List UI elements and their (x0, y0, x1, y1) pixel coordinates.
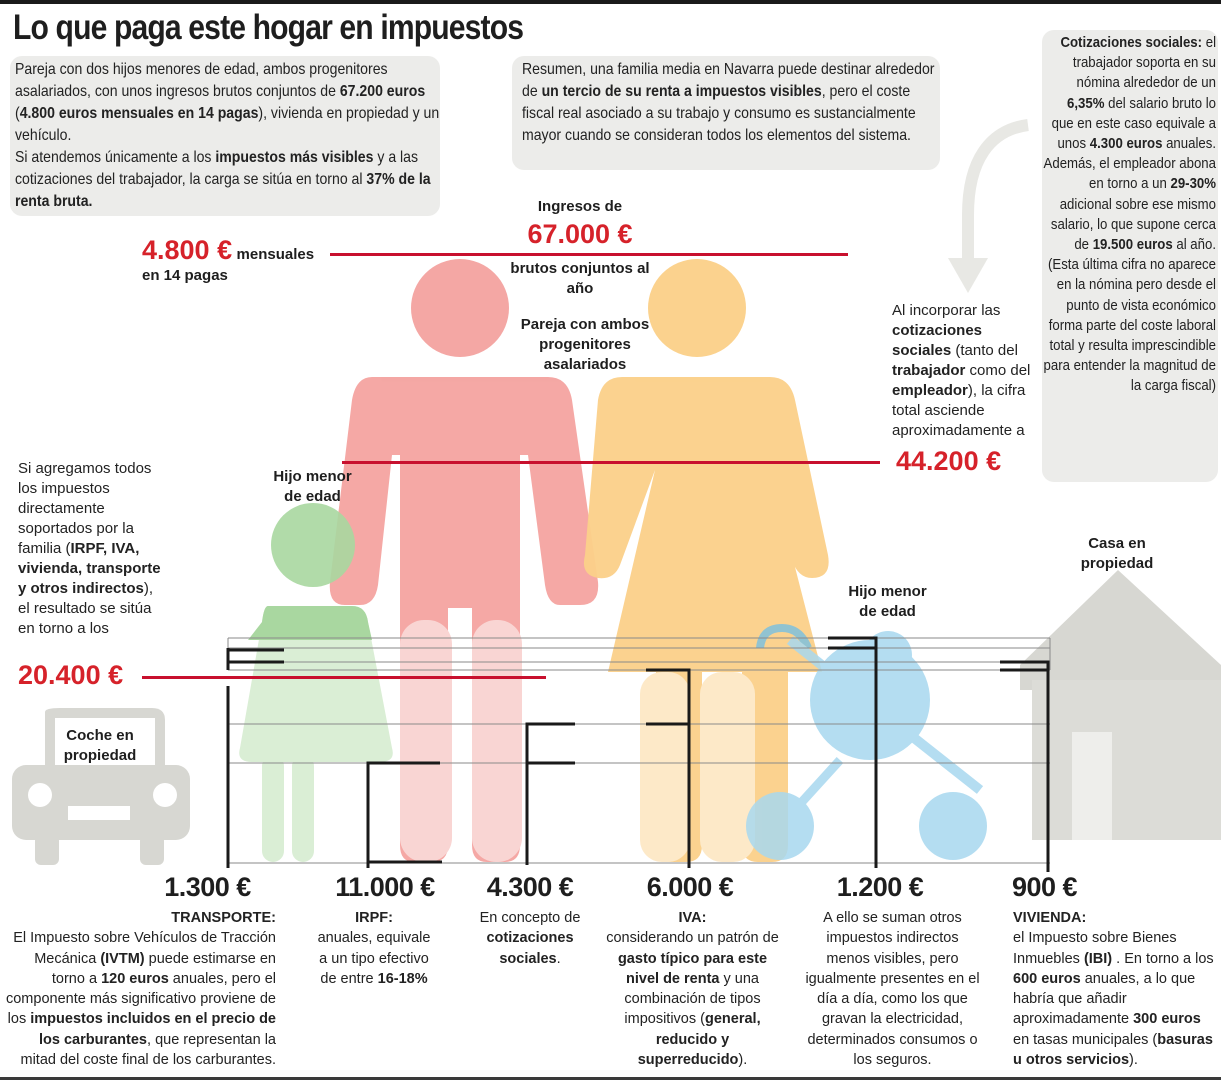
desc-transporte: TRANSPORTE: El Impuesto sobre Vehículos de Tracción Mecánica (IVTM) puede estimarse en torno a 120 euros anuales, pero el componente más significativo proviene de los impuestos incluidos en el precio de los carburantes, que representan la mitad del coste final de los carburantes. (5, 910, 276, 1069)
desc-otros: A ello se suman otros impuestos indirectos menos visibles, pero igualmente presentes en el día a día, como los que gravan la electricidad, determinados consumos o los seguros. (805, 910, 980, 1069)
income-label-bottom: brutos conjuntos al año (510, 260, 650, 297)
amount-irpf: 11.000 € (335, 872, 435, 902)
social-total-amount: 44.200 € (896, 446, 1002, 476)
monthly-group (142, 235, 314, 266)
desc-cotizaciones: En concepto de cotizaciones sociales. (479, 910, 581, 967)
monthly-sub: en 14 pagas (142, 267, 228, 284)
house-figure (1020, 570, 1221, 840)
amount-otros: 1.200 € (836, 872, 924, 902)
child2-label: Hijo menor de edad (848, 583, 927, 620)
house-label: Casa en propiedad (1080, 535, 1154, 572)
page-title: Lo que paga este hogar en impuestos (13, 8, 524, 47)
amount-vivienda: 900 € (1012, 872, 1078, 902)
income-line (330, 253, 848, 256)
amount-cotizaciones: 4.300 € (486, 872, 574, 902)
income-label-top: Ingresos de (537, 198, 623, 215)
social-total-text: Al incorporar las cotizaciones sociales (tanto del trabajador como del empleador), la cifra total asciende aproximadamente a (892, 302, 1031, 439)
monthly-amount: 4.800 € (142, 235, 233, 265)
desc-vivienda: VIVIENDA: el Impuesto sobre Bienes Inmuebles (IBI) . En torno a los 600 euros anuales, a lo que habría que añadir aproximadamente 300 euros en tasas municipales (basuras u otros servicios). (1013, 910, 1214, 1069)
desc-iva: IVA: considerando un patrón de gasto típico para este nivel de renta y una combinación de tipos impositivos (general, reducido y superreducido). (606, 910, 779, 1069)
social-total-line (342, 461, 880, 464)
monthly-label: mensuales (236, 246, 315, 263)
cotizaciones-box: Cotizaciones sociales: el trabajador soporta en su nómina alrededor de un 6,35% del salario bruto lo que en este caso equivale a unos 4.300 euros anuales. Además, el empleador abona en torno a un 29-30% adicional sobre ese mismo salario, lo que supone cerca de 19.500 euros al año. (Esta última cifra no aparece en la nómina pero desde el punto de vista económico forma parte del coste laboral total y resulta imprescindible para entender la magnitud de la carga fiscal) (1042, 30, 1218, 482)
curved-arrow-icon (948, 125, 1028, 293)
amount-iva: 6.000 € (646, 872, 734, 902)
direct-total-line (142, 676, 546, 679)
intro-box: Pareja con dos hijos menores de edad, ambos progenitores asalariados, con unos ingresos brutos conjuntos de 67.200 euros (4.800 euros mensuales en 14 pagas), vivienda en propiedad y un vehículo. Si atendemos únicamente a los impuestos más visibles y a las cotizaciones del trabajador, la carga se sitúa en torno al 37% de la renta bruta. (10, 56, 440, 216)
income-amount: 67.000 € (527, 219, 633, 249)
summary-box: Resumen, una familia media en Navarra puede destinar alrededor de un tercio de su renta a impuestos visibles, pero el coste fiscal real asociado a su trabajo y consumo es sustancialmente mayor cuando se consideran todos los elementos del sistema. (512, 56, 940, 170)
couple-label: Pareja con ambos progenitores asalariados (520, 316, 650, 373)
direct-total-text: Si agregamos todos los impuestos directamente soportados por la familia (IRPF, IVA, vivienda, transporte y otros indirectos), el resultado se sitúa en torno a los (18, 460, 161, 637)
child1-label: Hijo menor de edad (273, 468, 352, 505)
amount-transporte: 1.300 € (164, 872, 251, 902)
desc-irpf: IRPF: anuales, equivale a un tipo efectivo de entre 16-18% (317, 910, 431, 987)
car-label: Coche en propiedad (63, 727, 137, 764)
direct-total-amount: 20.400 € (18, 660, 124, 690)
